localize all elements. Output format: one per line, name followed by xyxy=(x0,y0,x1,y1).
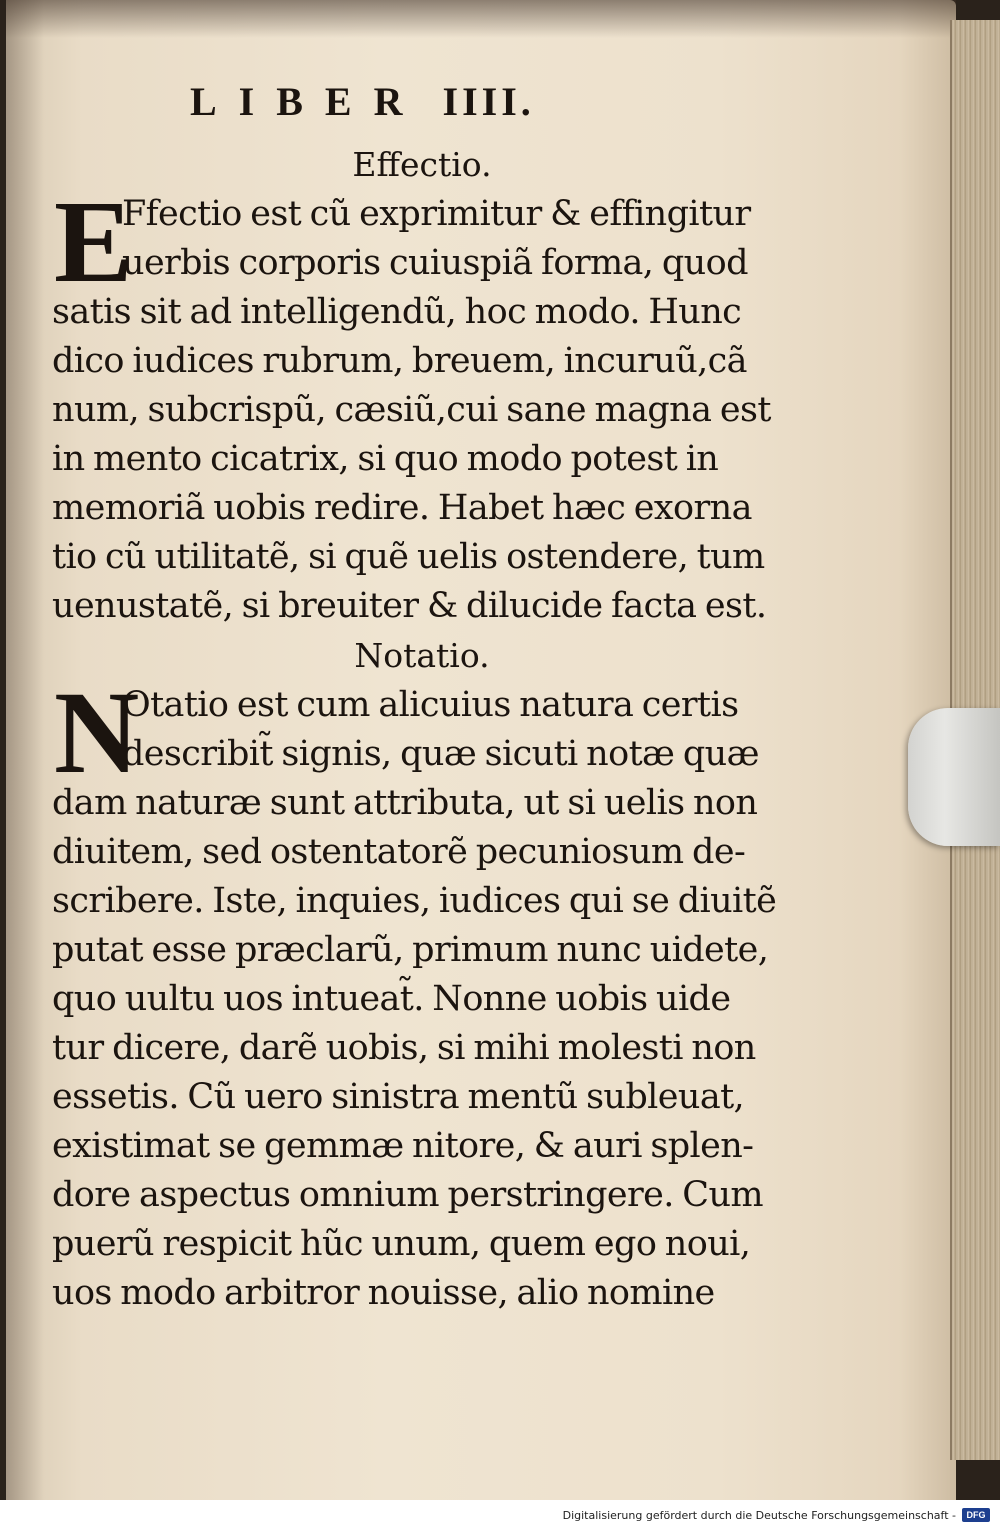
gutter-shadow xyxy=(6,0,44,1500)
funding-notice: Digitalisierung gefördert durch die Deutsche Forschungsgemeinschaft - xyxy=(562,1508,956,1522)
text-line: satis sit ad intelligendũ, hoc modo. Hunc xyxy=(52,292,742,332)
page-clip xyxy=(908,708,1000,846)
text-line: diuitem, sed ostentatorẽ pecuniosum de- xyxy=(52,832,746,872)
paragraph-effectio xyxy=(52,176,771,631)
text-line: describit̃ signis, quæ sicuti notæ quæ xyxy=(122,734,759,774)
text-line: memoriã uobis redire. Habet hæc exorna xyxy=(52,488,752,528)
text-line: uerbis corporis cuiuspiã forma, quod xyxy=(122,243,748,283)
text-line: dico iudices rubrum, breuem, incuruũ,cã xyxy=(52,341,747,381)
text-line: quo uultu uos intueat̃. Nonne uobis uide xyxy=(52,979,731,1019)
footer-bar xyxy=(0,1500,1000,1530)
text-line: existimat se gemmæ nitore, & auri splen- xyxy=(52,1126,754,1166)
text-line: uos modo arbitror nouisse, alio nomine xyxy=(52,1273,715,1313)
text-line: in mento cicatrix, si quo modo potest in xyxy=(52,439,719,479)
text-block xyxy=(52,78,777,1318)
text-line: Ffectio est cũ exprimitur & effingitur xyxy=(122,194,751,234)
drop-initial-e: E xyxy=(54,176,133,307)
text-line: tio cũ utilitatẽ, si quẽ uelis ostendere, tum xyxy=(52,537,765,577)
running-head-number: IIII. xyxy=(442,79,535,124)
text-line: num, subcrispũ, cæsiũ,cui sane magna est xyxy=(52,390,771,430)
running-head-word: LIBER xyxy=(190,79,425,124)
text-line: dam naturæ sunt attributa, ut si uelis non xyxy=(52,783,758,823)
section-heading-effectio: Effectio. xyxy=(352,145,492,184)
dfg-logo: DFG xyxy=(962,1508,990,1522)
section-heading-notatio: Notatio. xyxy=(354,636,490,675)
text-line: uenustatẽ, si breuiter & dilucide facta est. xyxy=(52,586,767,626)
text-line: dore aspectus omnium perstringere. Cum xyxy=(52,1175,764,1215)
text-line: Otatio est cum alicuius natura certis xyxy=(122,685,739,725)
text-line: puerũ respicit hũc unum, quem ego noui, xyxy=(52,1224,751,1264)
text-line: essetis. Cũ uero sinistra mentũ subleuat, xyxy=(52,1077,745,1117)
text-line: scribere. Iste, inquies, iudices qui se diuitẽ xyxy=(52,881,777,921)
text-line: tur dicere, darẽ uobis, si mihi molesti non xyxy=(52,1028,756,1068)
text-line: putat esse præclarũ, primum nunc uidete, xyxy=(52,930,769,970)
top-shadow xyxy=(6,0,956,38)
paragraph-notatio xyxy=(52,667,777,1318)
drop-initial-n: N xyxy=(54,667,139,798)
running-head xyxy=(190,78,752,140)
